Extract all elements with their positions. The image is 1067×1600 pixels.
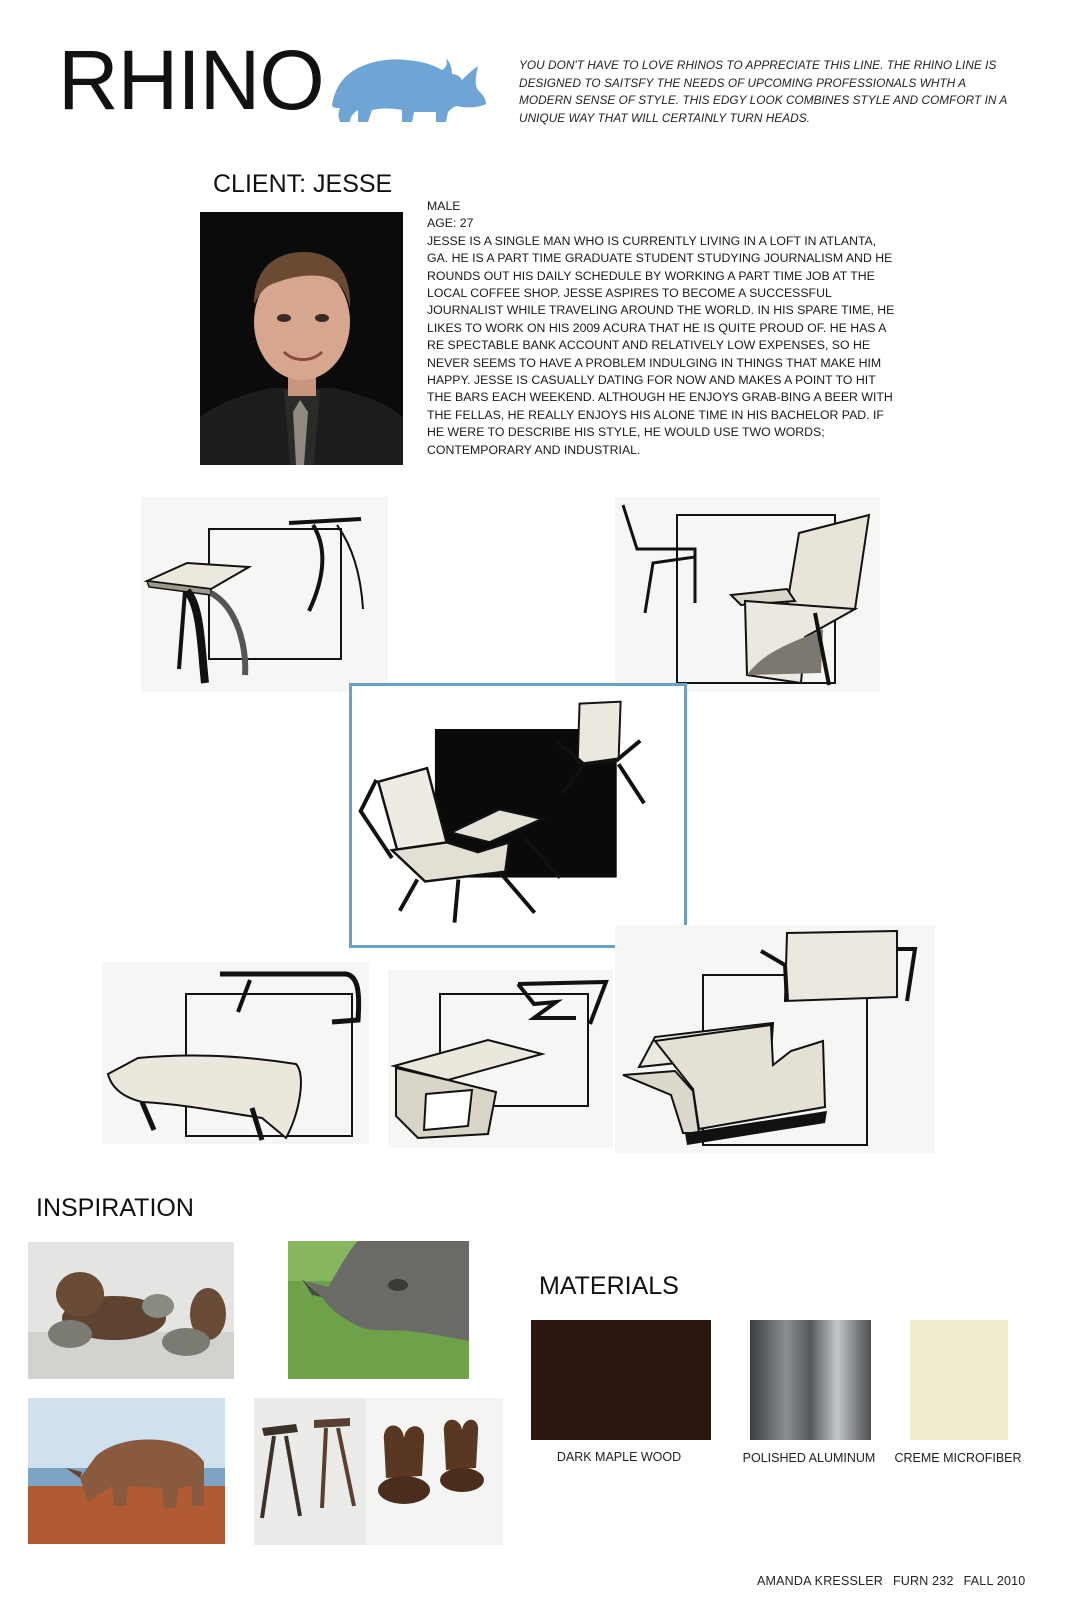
sketch-end-table xyxy=(388,970,613,1148)
material-swatch-dark-maple-wood xyxy=(531,1320,711,1440)
inspiration-sofa-photo xyxy=(28,1242,234,1379)
client-gender: MALE xyxy=(427,199,461,213)
client-age: AGE: 27 xyxy=(427,216,474,231)
material-label-dark-maple-wood: DARK MAPLE WOOD xyxy=(556,1450,682,1464)
sketch-lounge-chair-featured xyxy=(349,683,687,948)
inspiration-rhino-beach-photo xyxy=(28,1398,225,1544)
material-swatch-polished-aluminum xyxy=(750,1320,871,1440)
sketch-side-chair xyxy=(615,497,880,692)
client-bio xyxy=(427,198,897,459)
page-title: RHINO xyxy=(58,33,324,127)
rhino-logo-icon xyxy=(328,46,488,124)
inspiration-rhino-grazing-photo xyxy=(288,1241,469,1379)
inspiration-heading: INSPIRATION xyxy=(36,1194,194,1222)
footer-author: AMANDA KRESSLER xyxy=(757,1574,883,1588)
sketch-coffee-table xyxy=(102,962,369,1144)
client-heading: CLIENT: JESSE xyxy=(213,170,393,198)
footer-credits xyxy=(757,1574,1035,1588)
material-label-creme-microfiber: CREME MICROFIBER xyxy=(894,1451,1022,1465)
footer-course: FURN 232 xyxy=(892,1574,954,1588)
material-label-polished-aluminum: POLISHED ALUMINUM xyxy=(742,1451,876,1465)
client-description: JESSE IS A SINGLE MAN WHO IS CURRENTLY LIVING IN A LOFT IN ATLANTA, GA. HE IS A PART TIME GRADUATE STUDENT STUDYING JOURNALISM AND HE ROUNDS OUT HIS DAILY SCHEDULE BY WORKING A PART TIME JOB AT THE LOCAL COFFEE SHOP. JESSE ASPIRES TO BECOME A SUCCESSFUL JOURNALIST WHILE TRAVELING AROUND THE WORLD. IN HIS SPARE TIME, HE LIKES TO WORK ON HIS 2009 ACURA THAT HE IS QUITE PROUD OF. HE HAS A RE SPECTABLE BANK ACCOUNT AND RELATIVELY LOW EXPENSES, SO HE NEVER SEEMS TO HAVE A PROBLEM INDULGING IN THINGS THAT MAKE HIM HAPPY. JESSE IS CASUALLY DATING FOR NOW AND MAKES A POINT TO HIT THE BARS EACH WEEKEND. ALTHOUGH HE ENJOYS GRAB-BING A BEER WITH THE FELLAS, HE REALLY ENJOYS HIS ALONE TIME IN HIS BACHELOR PAD. IF HE WERE TO DESCRIBE HIS STYLE, HE WOULD USE TWO WORDS; CONTEMPORARY AND INDUSTRIAL. xyxy=(427,233,895,457)
materials-heading: MATERIALS xyxy=(539,1272,679,1300)
sketch-sofa xyxy=(615,925,935,1153)
client-portrait-photo xyxy=(200,212,403,465)
tagline: YOU DON'T HAVE TO LOVE RHINOS TO APPRECIATE THIS LINE. THE RHINO LINE IS DESIGNED TO SAITSFY THE NEEDS OF UPCOMING PROFESSIONALS WHTH A MODERN SENSE OF STYLE. THIS EDGY LOOK COMBINES STYLE AND COMFORT IN A UNIQUE WAY THAT WILL CERTAINLY TURN HEADS. xyxy=(519,58,1007,125)
material-swatch-creme-microfiber xyxy=(910,1320,1008,1440)
sketch-side-table xyxy=(141,497,388,692)
footer-term: FALL 2010 xyxy=(963,1574,1026,1588)
inspiration-stools-chairs-photo xyxy=(254,1398,503,1545)
